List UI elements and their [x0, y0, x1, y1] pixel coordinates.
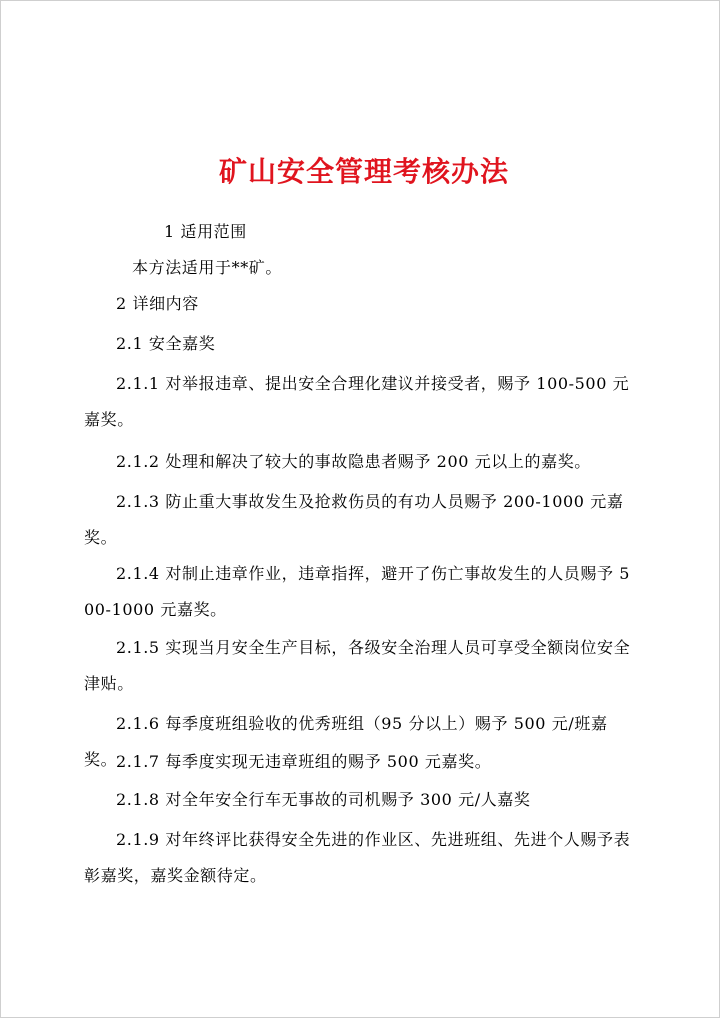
clause-2-1-1: 2.1.1 对举报违章、提出安全合理化建议并接受者，赐予 100-500 元嘉奖。 [84, 374, 630, 429]
document-title: 矿山安全管理考核办法 [218, 155, 509, 188]
clause-2-1-2: 2.1.2 处理和解决了较大的事故隐患者赐予 200 元以上的嘉奖。 [116, 452, 591, 471]
clause-2-1-6: 2.1.6 每季度班组验收的优秀班组（95 分以上）赐予 500 元/班嘉奖。 [84, 714, 608, 769]
section-heading-scope: 1 适用范围 [164, 222, 247, 241]
clause-2-1-8: 2.1.8 对全年安全行车无事故的司机赐予 300 元/人嘉奖 [116, 790, 531, 809]
section-heading-content: 2 详细内容 [116, 294, 199, 313]
clause-2-1-4: 2.1.4 对制止违章作业，违章指挥，避开了伤亡事故发生的人员赐予 500-1000 元嘉奖。 [84, 564, 631, 619]
clause-2-1-5: 2.1.5 实现当月安全生产目标，各级安全治理人员可享受全额岗位安全津贴。 [84, 638, 631, 693]
subsection-heading-rewards: 2.1 安全嘉奖 [116, 334, 216, 353]
clause-2-1-9: 2.1.9 对年终评比获得安全先进的作业区、先进班组、先进个人赐予表彰嘉奖，嘉奖金额待定。 [84, 830, 631, 885]
paragraph-scope: 本方法适用于**矿。 [132, 258, 283, 277]
clause-2-1-7: 2.1.7 每季度实现无违章班组的赐予 500 元嘉奖。 [116, 752, 492, 771]
clause-2-1-3: 2.1.3 防止重大事故发生及抢救伤员的有功人员赐予 200-1000 元嘉奖。 [84, 492, 624, 547]
